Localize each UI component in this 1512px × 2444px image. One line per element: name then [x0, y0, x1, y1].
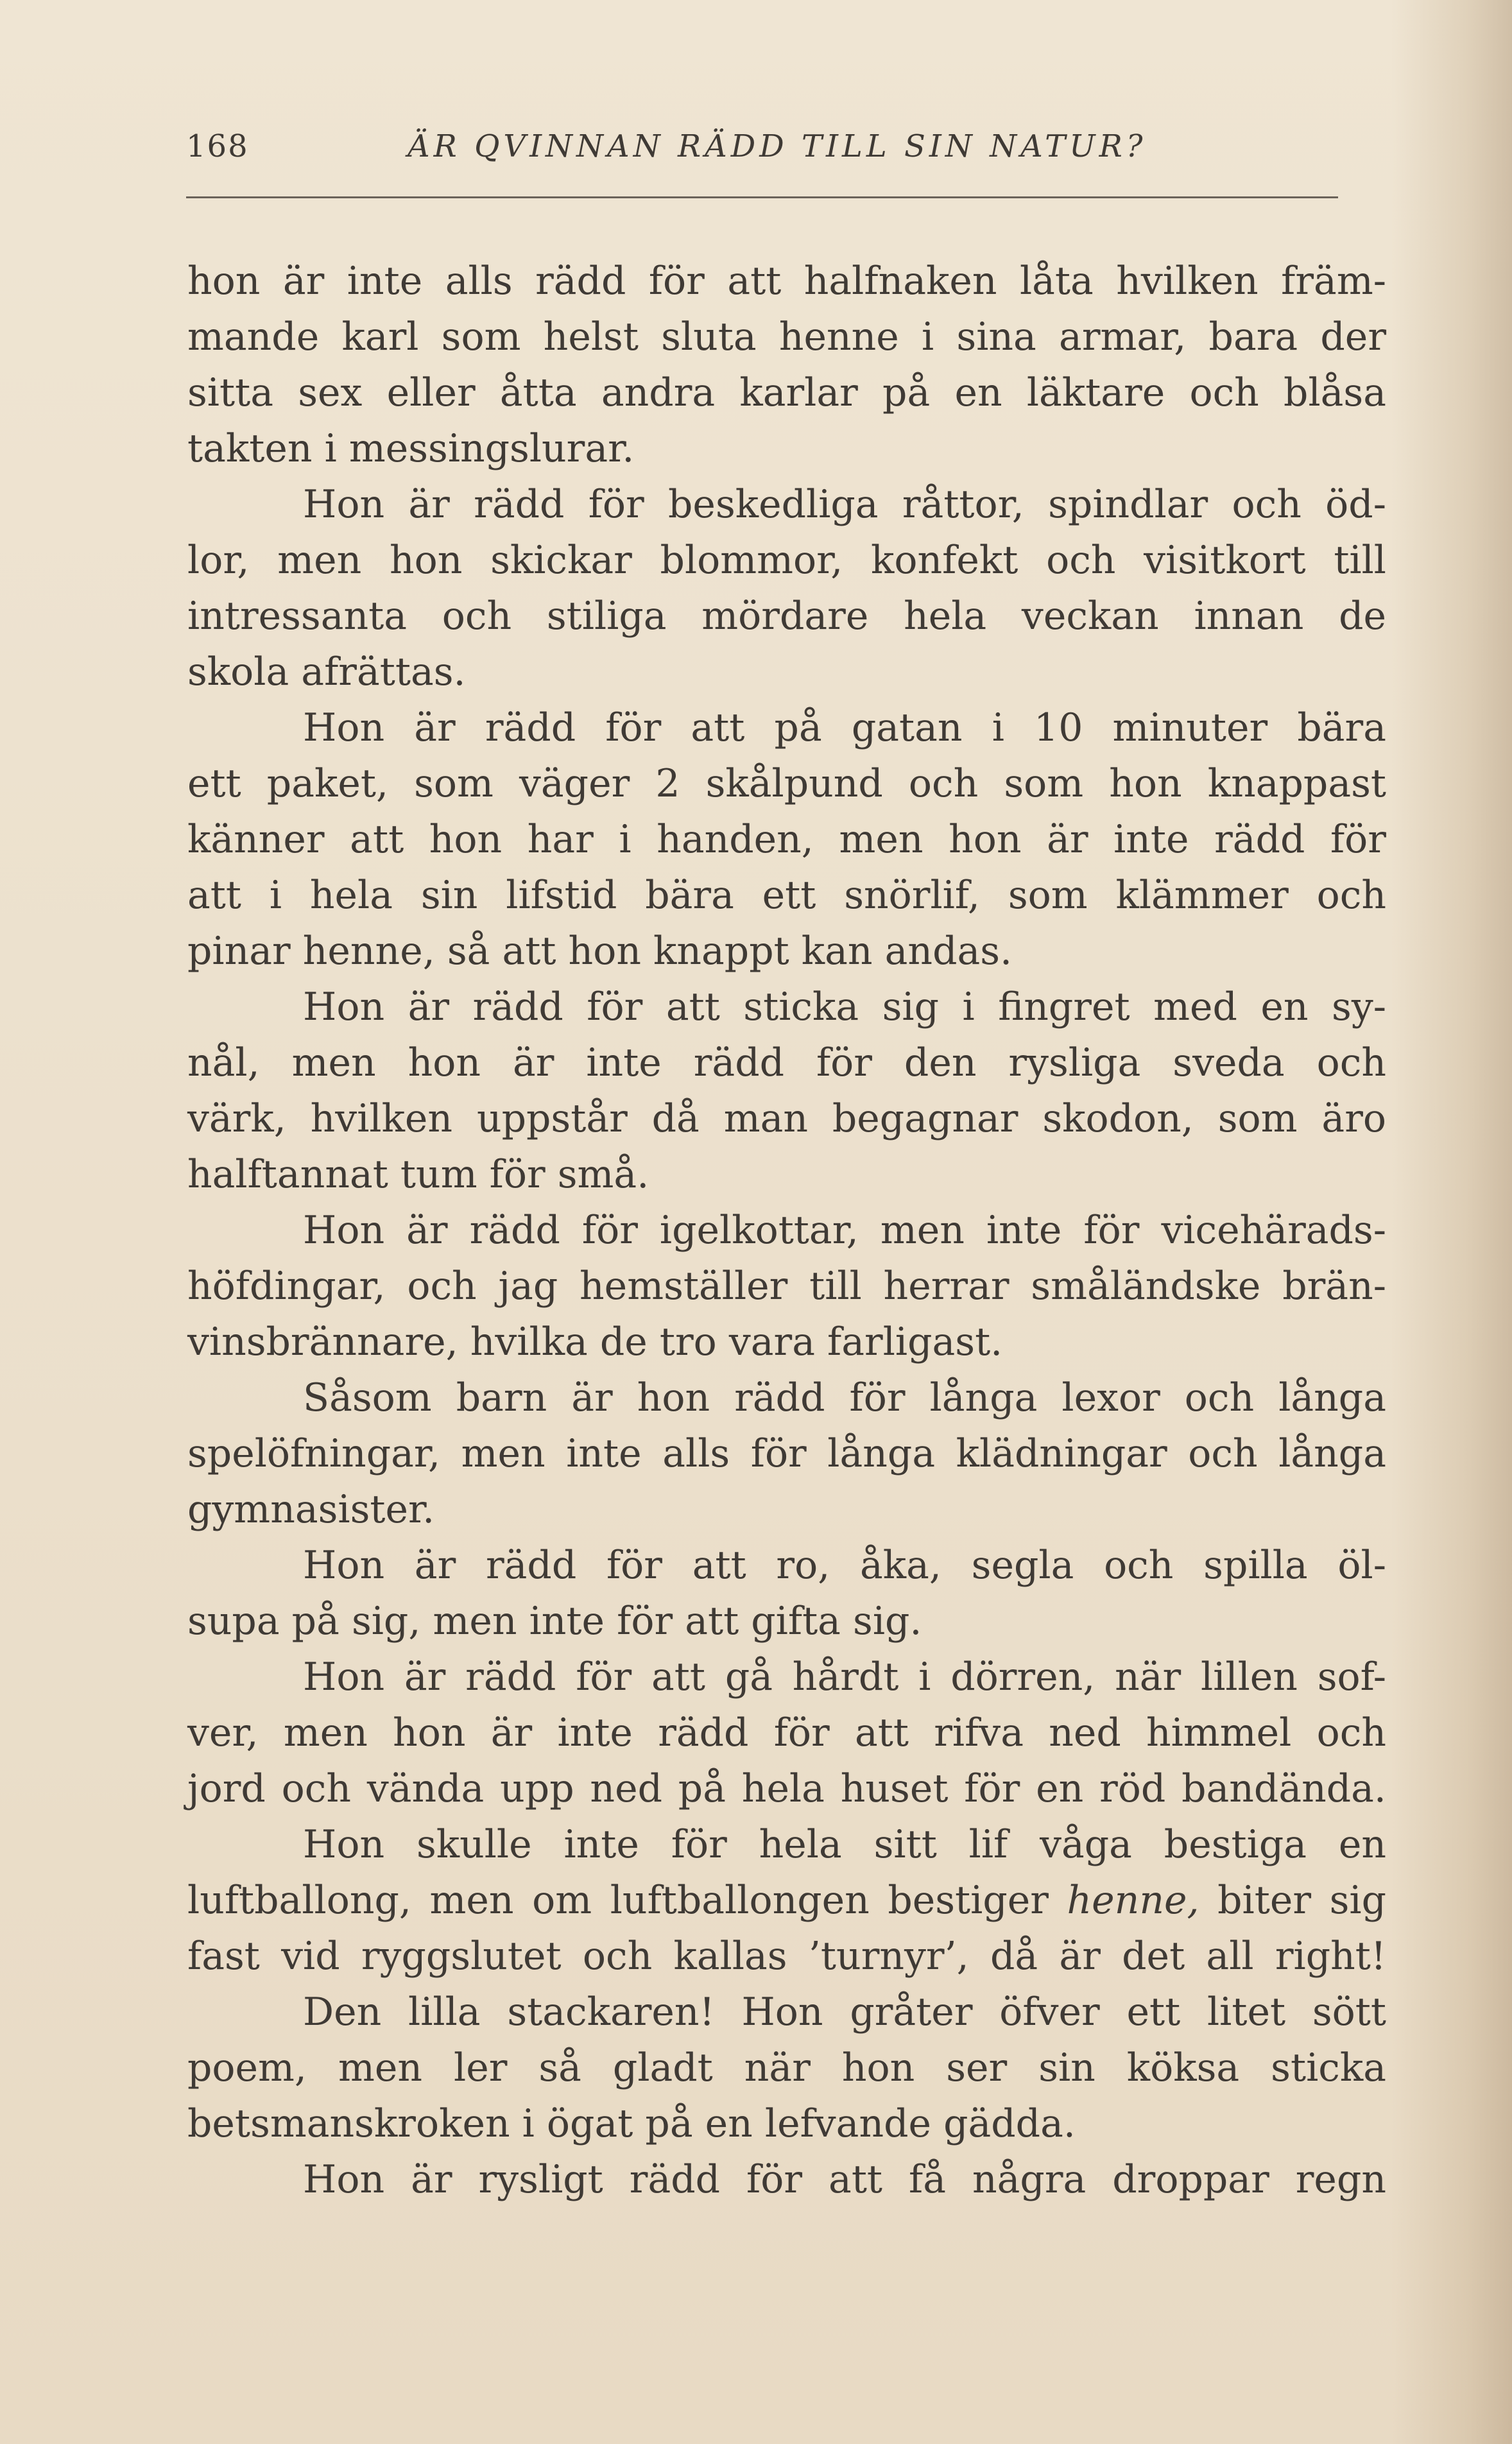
body-text	[187, 254, 1386, 2208]
text-line: sitta sex eller åtta andra karlar på en läktare och blåsa	[187, 370, 1386, 415]
text-line: att i hela sin lifstid bära ett snörlif, som klämmer och	[187, 873, 1386, 918]
text-segment: biter sig	[1199, 1878, 1386, 1923]
text-line: Den lilla stackaren! Hon gråter öfver ett litet sött	[303, 1990, 1386, 2035]
text-line: Såsom barn är hon rädd för långa lexor och långa	[303, 1375, 1386, 1420]
text-line: lor, men hon skickar blommor, konfekt och visitkort till	[187, 538, 1386, 583]
text-line: hon är inte alls rädd för att halfnaken låta hvilken främ-	[187, 259, 1386, 304]
text-line: ver, men hon är inte rädd för att rifva ned himmel och	[187, 1710, 1386, 1755]
text-line: Hon är rädd för att gå hårdt i dörren, när lillen sof-	[303, 1655, 1386, 1700]
text-line: Hon är rädd för att ro, åka, segla och spilla öl-	[303, 1543, 1386, 1588]
text-line: Hon är rädd för igelkottar, men inte för vicehärads-	[303, 1208, 1386, 1253]
page-number: 168	[186, 128, 249, 164]
emphasized-word: henne,	[1067, 1878, 1199, 1923]
text-line: ett paket, som väger 2 skålpund och som hon knappast	[187, 761, 1386, 806]
text-line: intressanta och stiliga mördare hela veckan innan de	[187, 594, 1386, 639]
text-line: supa på sig, men inte för att gifta sig.	[187, 1599, 922, 1644]
text-line: Hon skulle inte för hela sitt lif våga bestiga en	[303, 1822, 1386, 1867]
text-line: poem, men ler så gladt när hon ser sin köksa sticka	[187, 2045, 1386, 2090]
text-line-with-emphasis	[187, 1873, 1386, 1929]
text-line: Hon är rysligt rädd för att få några droppar regn	[303, 2157, 1386, 2202]
text-segment: luftballong, men om luftballongen bestiger	[187, 1878, 1067, 1923]
page-header	[186, 128, 1338, 173]
running-head: ÄR QVINNAN RÄDD TILL SIN NATUR?	[408, 128, 1147, 164]
text-line: skola afrättas.	[187, 650, 466, 694]
header-rule	[186, 196, 1338, 198]
text-line: gymnasister.	[187, 1487, 435, 1532]
text-line: pinar henne, så att hon knappt kan andas.	[187, 929, 1013, 974]
text-line: Hon är rädd för beskedliga råttor, spindlar och öd-	[303, 482, 1386, 527]
text-line: betsmanskroken i ögat på en lefvande gädda.	[187, 2101, 1076, 2146]
text-line: jord och vända upp ned på hela huset för en röd bandända.	[187, 1766, 1386, 1811]
text-line: spelöfningar, men inte alls för långa klädningar och långa	[187, 1431, 1386, 1476]
text-line: fast vid ryggslutet och kallas ’turnyr’, då är det all right!	[187, 1934, 1386, 1979]
text-line: känner att hon har i handen, men hon är inte rädd för	[187, 817, 1386, 862]
text-line: takten i messingslurar.	[187, 426, 635, 471]
text-line: mande karl som helst sluta henne i sina armar, bara der	[187, 314, 1386, 359]
text-line: halftannat tum för små.	[187, 1152, 649, 1197]
text-line: värk, hvilken uppstår då man begagnar skodon, som äro	[187, 1096, 1386, 1141]
text-line: höfdingar, och jag hemställer till herrar småländske brän-	[187, 1264, 1386, 1309]
text-line: Hon är rädd för att på gatan i 10 minuter bära	[303, 705, 1386, 750]
text-line: Hon är rädd för att sticka sig i fingret med en sy-	[303, 985, 1386, 1029]
text-line: vinsbrännare, hvilka de tro vara farligast.	[187, 1320, 1003, 1364]
text-line: nål, men hon är inte rädd för den rysliga sveda och	[187, 1040, 1386, 1085]
